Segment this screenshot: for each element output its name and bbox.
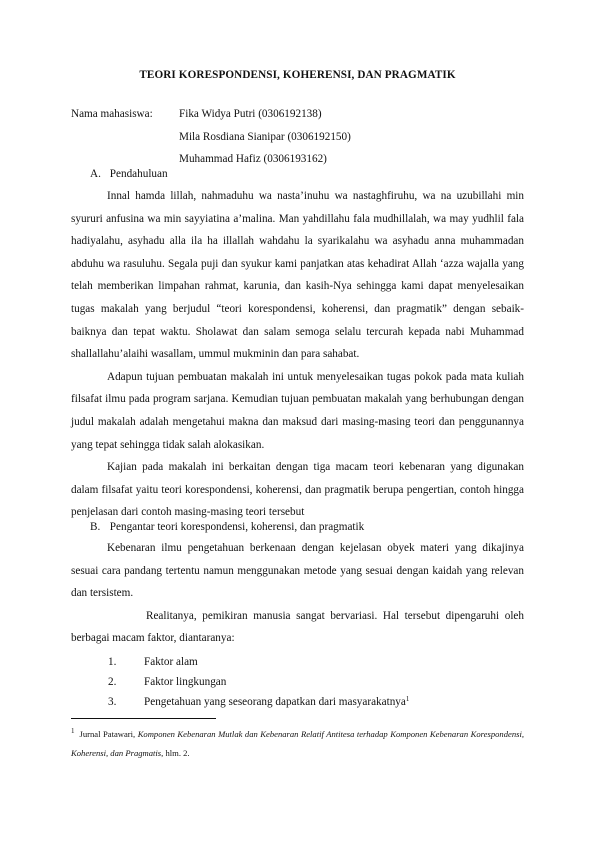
list-number: 1. [108, 656, 117, 668]
section-marker: B. [90, 521, 101, 533]
list-number: 3. [108, 696, 117, 708]
list-text-content: Pengetahuan yang seseorang dapatkan dari masyarakatnya [144, 696, 406, 708]
paragraph: Adapun tujuan pembuatan makalah ini untuk menyelesaikan tugas pokok pada mata kuliah filsafat ilmu pada program sarjana. Kemudian tujuan pembuatan makalah yang berhubungan dengan judul makalah adalah mengetahui makna dan maksud dari masing-masing teori dan penggunannya yang tepat sehingga tidak salah alokasikan. [71, 370, 524, 451]
footnote-divider [71, 718, 216, 719]
paragraph: Kebenaran ilmu pengetahuan berkenaan dengan kejelasan obyek materi yang dikajinya sesuai cara pandang tertentu namun menggunakan metode yang sesuai dengan kaidah yang relevan dan tersistem. [71, 542, 524, 600]
section-heading-a [90, 167, 168, 181]
list-item [71, 695, 524, 711]
footnote-number: 1 [71, 727, 75, 735]
paragraph: Realitanya, pemikiran manusia sangat bervariasi. Hal tersebut dipengaruhi oleh berbagai macam faktor, diantaranya: [71, 609, 524, 645]
section-b-body [71, 537, 524, 650]
author-name: Fika Widya Putri (0306192138) [179, 108, 322, 120]
author-row [71, 130, 531, 153]
footnote-author: Jurnal Patawari, [79, 729, 136, 739]
list-item [71, 675, 524, 691]
section-marker: A. [90, 168, 101, 180]
list-text [144, 695, 409, 709]
section-heading-text: Pendahuluan [109, 168, 168, 180]
footnote-ref[interactable]: 1 [405, 695, 410, 703]
section-heading-b [90, 520, 364, 534]
paragraph: Innal hamda lillah, nahmaduhu wa nasta’inuhu wa nastaghfiruhu, wa na uzubillahi min syururi anfusina wa min sayyiatina a’malina. Man yahdillahu fala mudhillalah, wa may yudhlil fala hadiyalahu, asyhadu alla ila ha illallah wahdahu la syarikalahu wa asyhadu anna muhammadan abduhu wa rasuluhu. Segala puji dan syukur kami panjatkan atas kehadirat Allah ‘azza wajalla yang telah memberikan limpahan rahmat, karunia, dan kasih-Nya sehingga kami dapat menyelesaikan tugas makalah yang berjudul “teori korespondensi, koherensi, dan pragmatik” dengan sebaik-baiknya dan tepat waktu. Sholawat dan salam semoga selalu tercurah kepada nabi Muhammad shallallahu’alaihi wasallam, ummul mukminin dan para sahabat. [71, 190, 524, 361]
list-number: 2. [108, 676, 117, 688]
footnote-work-title: Komponen Kebenaran Mutlak dan Kebenaran Relatif Antitesa terhadap Komponen Kebenaran Korespondensi, Koherensi, dan Pragmatis [71, 729, 525, 758]
list-text: Faktor alam [144, 656, 198, 668]
section-a-body [71, 185, 524, 524]
document-title: TEORI KORESPONDENSI, KOHERENSI, DAN PRAGMATIK [139, 69, 456, 81]
author-block [71, 107, 531, 175]
footnote-pages: , hlm. 2. [161, 747, 190, 758]
author-row [71, 107, 531, 130]
author-label: Nama mahasiswa: [71, 108, 153, 120]
section-heading-text: Pengantar teori korespondensi, koherensi, dan pragmatik [109, 521, 365, 533]
footnote [71, 725, 524, 762]
author-name: Muhammad Hafiz (0306193162) [179, 153, 327, 165]
list-item [71, 655, 524, 671]
paragraph: Kajian pada makalah ini berkaitan dengan tiga macam teori kebenaran yang digunakan dalam filsafat yaitu teori korespondensi, koherensi, dan pragmatik berupa pengertian, contoh hingga penjelasan dari contoh masing-masing teori tersebut [71, 461, 524, 519]
author-name: Mila Rosdiana Sianipar (0306192150) [179, 130, 351, 143]
list-text: Faktor lingkungan [144, 676, 227, 688]
